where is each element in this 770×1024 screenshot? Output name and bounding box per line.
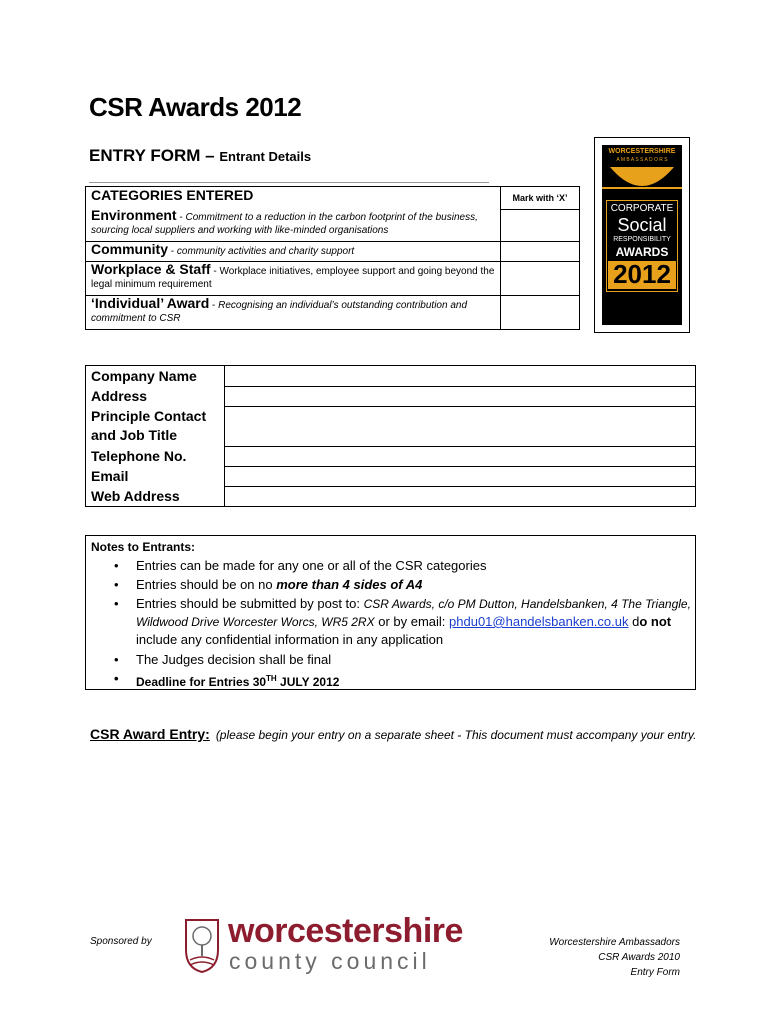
category-name: Workplace & Staff: [91, 261, 211, 277]
mark-divider: [500, 295, 579, 296]
note-text: Entries should be on no: [136, 577, 277, 592]
category-desc: Commitment to a reduction in the carbon footprint of the business, sourcing local suppliers and working with like-minded organisations: [91, 212, 478, 236]
label-web-address: Web Address: [91, 488, 180, 504]
note-item: [114, 670, 691, 691]
category-sep: -: [168, 246, 177, 257]
label-email: Email: [91, 468, 129, 484]
row-divider: [224, 386, 695, 387]
bullet-icon: •: [114, 577, 119, 592]
badge-line3: RESPONSIBILITY: [613, 236, 671, 243]
council-logo: [182, 914, 462, 978]
row-divider: [224, 406, 695, 407]
notes-box: [85, 535, 696, 690]
category-individual: [91, 297, 496, 325]
note-item: [114, 576, 691, 594]
entry-instructions: (please begin your entry on a separate sheet - This document must accompany your entry.: [215, 728, 697, 742]
categories-table: [85, 186, 580, 330]
category-name: Community: [91, 241, 168, 257]
note-item: [114, 651, 691, 669]
category-name: ‘Individual’ Award: [91, 295, 210, 311]
mark-divider: [500, 261, 579, 262]
category-workplace: [91, 263, 496, 291]
category-desc: community activities and charity support: [176, 246, 355, 257]
mark-divider: [500, 241, 579, 242]
mark-divider: [500, 209, 579, 210]
category-desc: Workplace initiatives, employee support and going beyond the legal minimum requirement: [91, 266, 495, 290]
label-telephone: Telephone No.: [91, 448, 187, 464]
council-type: county council: [229, 948, 431, 974]
note-item: [114, 557, 691, 575]
badge-org1: WORCESTERSHIRE: [608, 148, 676, 155]
postal-address: CSR Awards, c/o PM Dutton, Handelsbanken, 4 The Triangle, Wildwood Drive Worcester Worcs, WR5 2RX: [136, 597, 691, 629]
label-contact: Principle Contact: [91, 408, 207, 424]
badge-org2: A M B A S S A D O R S: [616, 157, 668, 163]
entrant-details-table: [85, 365, 696, 507]
note-text: d: [628, 614, 640, 629]
document-title: CSR Awards 2012: [89, 92, 302, 122]
notes-header: Notes to Entrants:: [91, 540, 196, 554]
note-text: The Judges decision shall be final: [136, 652, 332, 667]
council-crest-icon: [182, 916, 222, 974]
category-sep: -: [176, 212, 186, 223]
badge-line1: CORPORATE: [610, 203, 674, 214]
bullet-icon: •: [114, 596, 119, 611]
note-text: or by email:: [374, 614, 450, 629]
category-name: Environment: [91, 207, 177, 223]
badge-background: [602, 145, 682, 325]
footer-line3: Entry Form: [630, 967, 680, 978]
footer-info: [549, 935, 680, 980]
bullet-icon: •: [114, 652, 119, 667]
bullet-icon: •: [114, 671, 119, 686]
csr-awards-badge: [594, 137, 690, 333]
deadline-text: Deadline for Entries 30: [136, 675, 267, 689]
note-text: Entries can be made for any one or all of the CSR categories: [136, 558, 487, 573]
bullet-icon: •: [114, 558, 119, 573]
categories-header: CATEGORIES ENTERED: [91, 187, 254, 203]
note-text: include any confidential information in any application: [136, 632, 444, 647]
document-subtitle: [89, 146, 311, 166]
footer-line2: CSR Awards 2010: [598, 952, 680, 963]
category-community: [91, 243, 496, 258]
category-desc: Recognising an individual’s outstanding contribution and commitment to CSR: [91, 300, 468, 324]
note-text: Entries should be submitted by post to:: [136, 596, 364, 611]
deadline-date: JULY 2012: [276, 675, 340, 689]
deadline-sup: TH: [266, 674, 277, 683]
sun-graphic-icon: [602, 165, 682, 191]
subtitle-main: ENTRY FORM –: [89, 146, 215, 165]
footer-line1: Worcestershire Ambassadors: [549, 937, 680, 948]
badge-line4: AWARDS: [615, 245, 669, 259]
award-entry-line: [90, 726, 697, 742]
category-environment: [91, 209, 496, 237]
subtitle-small: Entrant Details: [219, 149, 312, 164]
subtitle-underline: [89, 182, 489, 183]
sponsored-by: Sponsored by: [90, 936, 152, 947]
note-emphasis: o not: [639, 614, 672, 629]
label-company-name: Company Name: [91, 368, 197, 384]
label-address: Address: [91, 388, 148, 404]
mark-header: Mark with ‘X’: [512, 193, 568, 203]
note-item: [114, 595, 691, 649]
row-divider: [224, 466, 695, 467]
email-link[interactable]: phdu01@handelsbanken.co.uk: [449, 614, 629, 629]
council-name: worcestershire: [228, 912, 463, 950]
badge-line2: Social: [617, 215, 667, 235]
note-emphasis: more than 4 sides of A4: [276, 577, 423, 592]
badge-year: 2012: [613, 259, 671, 289]
column-divider: [224, 366, 225, 506]
label-job-title: and Job Title: [91, 427, 178, 443]
category-sep: -: [209, 300, 219, 311]
entry-label: CSR Award Entry:: [90, 726, 210, 742]
row-divider: [224, 486, 695, 487]
category-sep: -: [210, 266, 220, 277]
row-divider: [224, 446, 695, 447]
